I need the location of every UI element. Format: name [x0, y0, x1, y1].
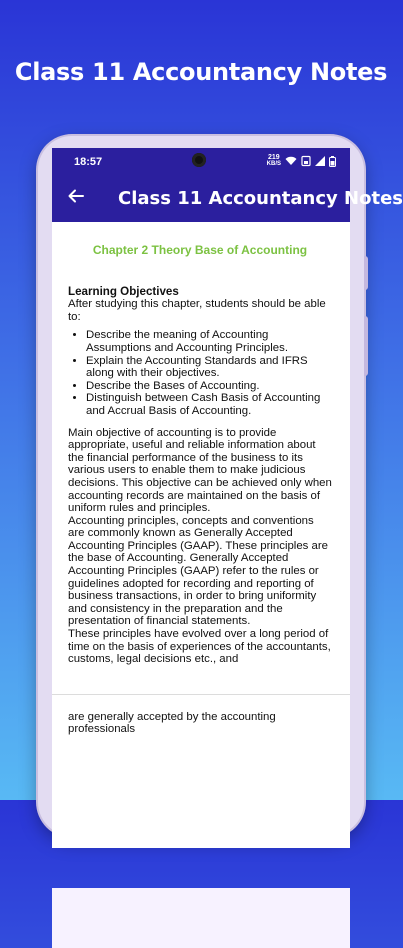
list-item: • Describe the Bases of Accounting.: [86, 380, 332, 393]
objectives-list: [68, 329, 332, 417]
app-bar: [52, 176, 403, 222]
status-time: 18:57: [74, 156, 103, 168]
paragraph: Accounting principles, concepts and conventions are commonly known as Generally Accepted Accounting Principles (GAAP). These principles are the base of Accounting. Generally Accepted Accounting Principles (GAAP) refer to the rules or guidelines adopted for recording and reporting of business transactions, in order to bring uniformity and consistency in the preparation and the presentation of financial statements.: [68, 514, 328, 628]
power-button: [364, 316, 368, 376]
front-camera: [192, 153, 206, 167]
list-item: • Explain the Accounting Standards and IFRS along with their objectives.: [86, 355, 332, 380]
status-bar: [52, 148, 350, 176]
phone-frame: [38, 136, 403, 836]
promo-title: Class 11 Accountancy Notes: [14, 58, 388, 86]
battery-icon: [329, 156, 336, 167]
notes-content: [52, 244, 350, 695]
network-speed: 219 KB/S: [266, 154, 281, 167]
continued-text: are generally accepted by the accounting professionals: [68, 710, 276, 736]
paragraph: Main objective of accounting is to provide appropriate, useful and reliable information about the financial performance of the business to its various users to enable them to make judicious decisions. This objective can be achieved only when accounting records are maintained on the basis of uniform rules and principles.: [68, 426, 332, 515]
status-icons: [267, 154, 336, 168]
list-item: • Distinguish between Cash Basis of Accounting and Accrual Basis of Accounting.: [86, 392, 332, 417]
list-item: • Describe the meaning of Accounting Assumptions and Accounting Principles.: [86, 329, 332, 354]
sim-icon: [301, 156, 311, 166]
intro-text: After studying this chapter, students should be able to:: [68, 298, 326, 323]
paragraph: These principles have evolved over a long period of time on the basis of experiences of the accountants, customs, legal decisions etc., and: [68, 628, 331, 666]
section-heading: Learning Objectives: [68, 284, 179, 298]
wifi-icon: [285, 156, 297, 166]
app-bar-title: Class 11 Accountancy Notes: [118, 188, 403, 209]
screen: [52, 148, 403, 848]
chapter-title: Chapter 2 Theory Base of Accounting: [92, 243, 308, 257]
arrow-left-icon[interactable]: [66, 186, 86, 206]
volume-button: [364, 256, 368, 290]
bottom-area: [52, 888, 350, 948]
signal-icon: [315, 156, 325, 166]
